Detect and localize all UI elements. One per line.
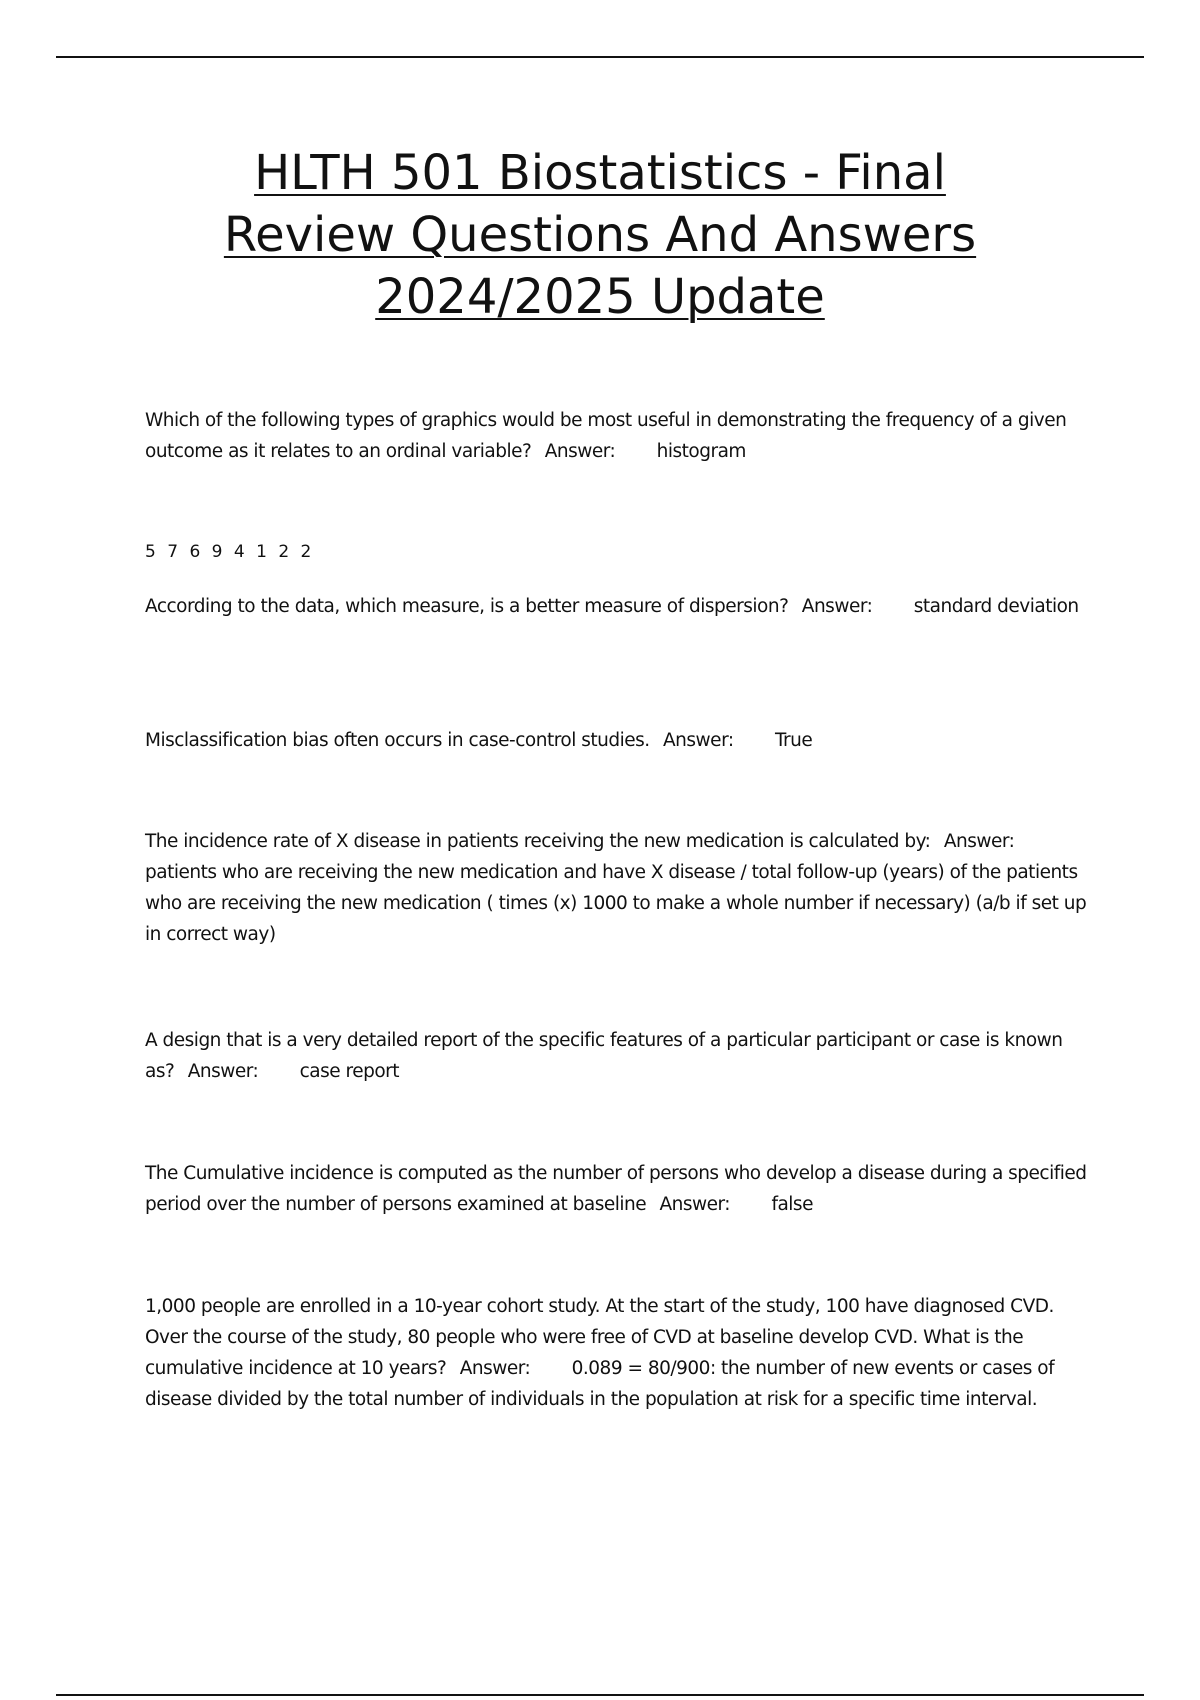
answer-label: Answer: — [459, 1358, 531, 1379]
data-values: 5 7 6 9 4 1 2 2 — [145, 542, 315, 562]
answer-label: Answer: — [663, 730, 734, 751]
question-text: 1,000 people are enrolled in a 10-year cohort study. At the start of the study, 100 have diagnosed CVD. Over the course of the study, 80 people who were free of CVD at baseline develop CVD. What is the cumulative incidence at 10 years? — [145, 1296, 1054, 1379]
answer-text: 0.089 = 80/900: the number of new events or cases of disease divided by the total number of individuals in the population at risk for a specific time interval. — [145, 1358, 1055, 1410]
answer-text: case report — [299, 1061, 400, 1082]
answer-label: Answer: — [801, 596, 873, 617]
top-rule — [56, 56, 1144, 58]
qa-item-6 — [145, 1158, 1090, 1220]
answer-label: Answer: — [544, 441, 616, 462]
answer-text: True — [774, 730, 813, 751]
answer-text: histogram — [656, 441, 746, 462]
question-text: Misclassification bias often occurs in case-control studies. — [145, 730, 650, 751]
qa-item-1 — [145, 405, 1090, 467]
question-text: The Cumulative incidence is computed as the number of persons who develop a disease during a specified period over the number of persons examined at baseline — [145, 1163, 1087, 1215]
title-line-1: HLTH 501 Biostatistics - Final — [254, 145, 946, 201]
bottom-rule — [56, 1694, 1144, 1696]
answer-label: Answer: — [943, 831, 1015, 852]
qa-item-3 — [145, 725, 1090, 756]
title-line-2: Review Questions And Answers — [223, 207, 977, 263]
qa-item-2 — [145, 591, 1090, 622]
answer-text: standard deviation — [913, 596, 1079, 617]
question-text: Which of the following types of graphics would be most useful in demonstrating the frequency of a given outcome as it relates to an ordinal variable? — [145, 410, 1067, 462]
qa-item-4 — [145, 826, 1090, 950]
qa-item-5 — [145, 1025, 1090, 1087]
title-line-3: 2024/2025 Update — [375, 269, 825, 325]
page-title — [100, 142, 1100, 328]
answer-text: patients who are receiving the new medication and have X disease / total follow-up (years) of the patients who are receiving the new medication ( times (x) 1000 to make a whole number if necessary) (a/b if set up in correct way) — [145, 862, 1087, 945]
question-text: The incidence rate of X disease in patients receiving the new medication is calculated by: — [145, 831, 931, 852]
question-text: According to the data, which measure, is a better measure of dispersion? — [145, 596, 789, 617]
qa-item-7 — [145, 1291, 1090, 1415]
answer-label: Answer: — [659, 1194, 731, 1215]
answer-text: false — [771, 1194, 813, 1215]
answer-label: Answer: — [187, 1061, 259, 1082]
question-text: A design that is a very detailed report of the specific features of a particular participant or case is known as? — [145, 1030, 1063, 1082]
